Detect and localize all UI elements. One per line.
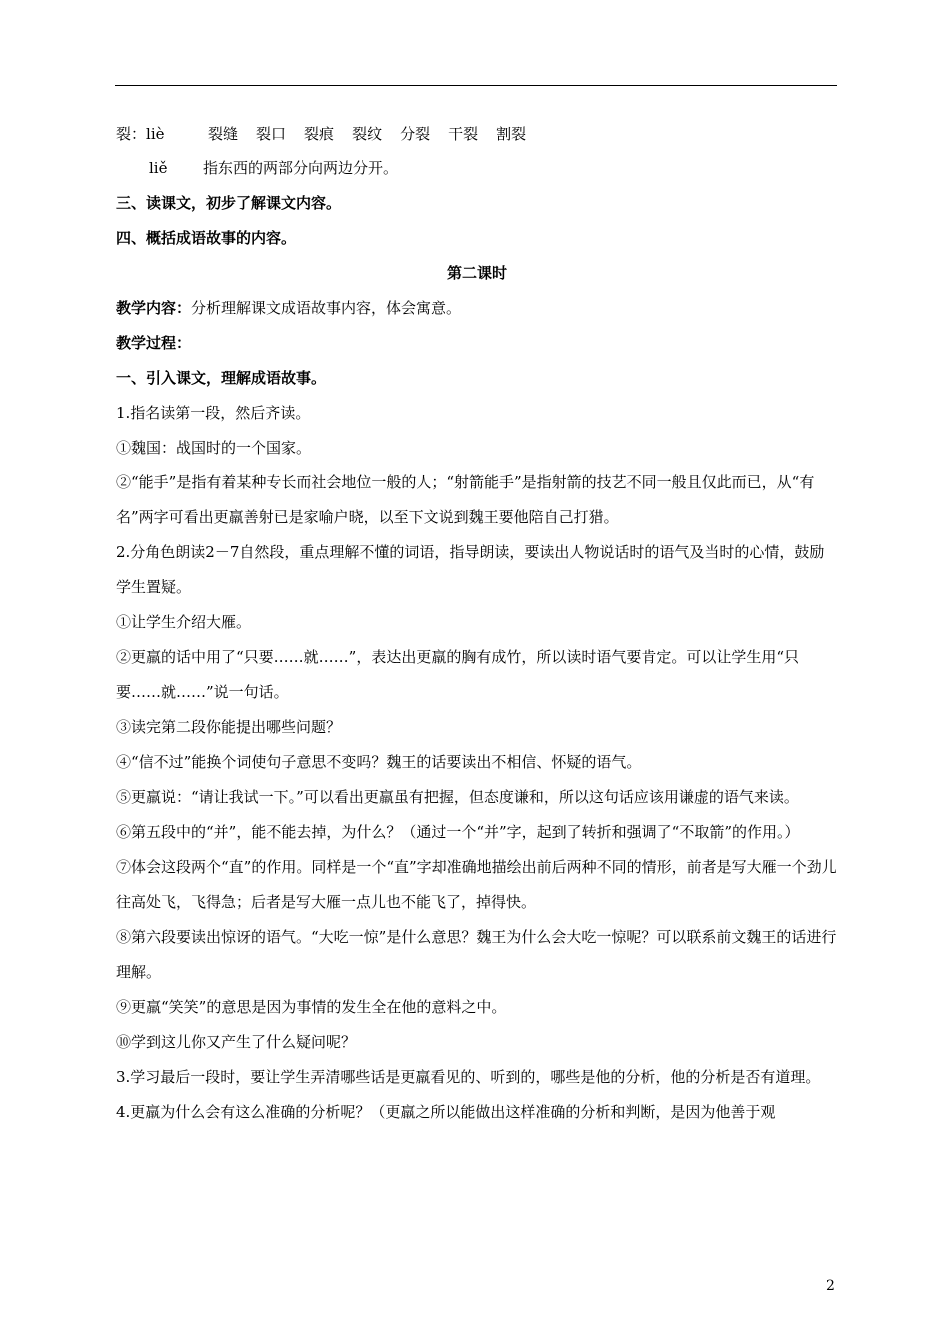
paragraph: 1.指名读第一段，然后齐读。 (116, 404, 311, 422)
lie-pinyin-2: liě (149, 159, 168, 177)
header-rule (115, 85, 837, 86)
lie-word: 割裂 (496, 125, 527, 143)
paragraph: 2.分角色朗读2－7自然段，重点理解不懂的词语，指导朗读，要读出人物说话时的语气及当时的心情，鼓励学生置疑。 (116, 543, 825, 596)
paragraph: ①魏国：战国时的一个国家。 (116, 439, 312, 457)
document-body (116, 123, 838, 1130)
lesson-title: 第二课时 (446, 264, 507, 282)
teaching-content-label: 教学内容： (116, 299, 192, 317)
lie-pinyin-1: liè (146, 125, 165, 143)
paragraph: ⑧第六段要读出惊讶的语气。“大吃一惊”是什么意思？魏王为什么会大吃一惊呢？可以联系前文魏王的话进行理解。 (116, 928, 837, 981)
lie-word: 分裂 (400, 125, 431, 143)
lie-word: 裂口 (256, 125, 287, 143)
lie-row-2 (116, 157, 838, 179)
teaching-content-text: 分析理解课文成语故事内容，体会寓意。 (191, 299, 462, 317)
teaching-content (116, 297, 838, 319)
paragraph: ⑨更羸“笑笑”的意思是因为事情的发生全在他的意料之中。 (116, 998, 507, 1016)
paragraph: 4.更羸为什么会有这么准确的分析呢？（更羸之所以能做出这样准确的分析和判断，是因为他善于观 (116, 1103, 776, 1121)
lie-char: 裂： (116, 125, 147, 143)
paragraph: ⑦体会这段两个“直”的作用。同样是一个“直”字却准确地描绘出前后两种不同的情形，前者是写大雁一个劲儿往高处飞，飞得急；后者是写大雁一点儿也不能飞了，掉得快。 (116, 858, 837, 911)
teaching-process-label: 教学过程： (116, 334, 192, 352)
paragraph: ②更羸的话中用了“只要……就……”，表达出更羸的胸有成竹，所以读时语气要肯定。可以让学生用“只要……就……”说一句话。 (116, 648, 800, 701)
page-number: 2 (826, 1278, 835, 1294)
paragraph: 3.学习最后一段时，要让学生弄清哪些话是更羸看见的、听到的，哪些是他的分析，他的分析是否有道理。 (116, 1068, 821, 1086)
step-4-heading: 四、概括成语故事的内容。 (116, 229, 297, 247)
step-3-heading: 三、读课文，初步了解课文内容。 (116, 194, 342, 212)
paragraph: ④“信不过”能换个词使句子意思不变吗？魏王的话要读出不相信、怀疑的语气。 (116, 753, 642, 771)
lie-meaning: 指东西的两部分向两边分开。 (203, 159, 399, 177)
paragraph: ①让学生介绍大雁。 (116, 613, 252, 631)
lie-word: 干裂 (448, 125, 479, 143)
lie-word: 裂缝 (208, 125, 239, 143)
paragraph: ③读完第二段你能提出哪些问题？ (116, 718, 342, 736)
lie-row-1 (116, 123, 838, 145)
paragraph: ⑥第五段中的“并”，能不能去掉，为什么？（通过一个“并”字，起到了转折和强调了“不取箭”的作用。） (116, 823, 800, 841)
paragraph: ②“能手”是指有着某种专长而社会地位一般的人；“射箭能手”是指射箭的技艺不同一般且仅此而已，从“有名”两字可看出更羸善射已是家喻户晓，以至下文说到魏王要他陪自己打猎。 (116, 473, 815, 526)
lie-word: 裂痕 (304, 125, 335, 143)
section-1-heading: 一、引入课文，理解成语故事。 (116, 369, 327, 387)
paragraph: ⑤更羸说：“请让我试一下。”可以看出更羸虽有把握，但态度谦和，所以这句话应该用谦虚的语气来读。 (116, 788, 799, 806)
paragraph: ⑩学到这儿你又产生了什么疑问呢？ (116, 1033, 357, 1051)
lie-word: 裂纹 (352, 125, 383, 143)
